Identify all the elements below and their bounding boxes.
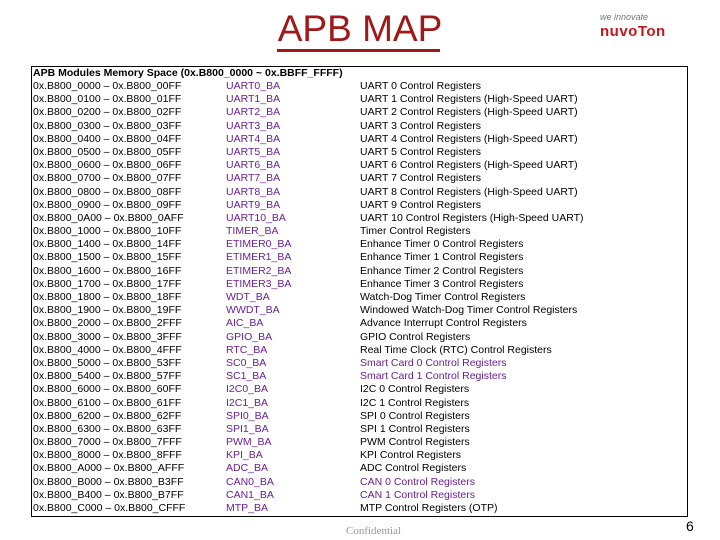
address-range: 0x.B800_0300 – 0x.B800_03FF (33, 119, 182, 132)
module-base-name: UART5_BA (226, 145, 281, 158)
address-range: 0x.B800_6000 – 0x.B800_60FF (33, 383, 182, 396)
register-description: CAN 0 Control Registers (360, 475, 475, 488)
table-row (32, 199, 687, 212)
register-description: I2C 0 Control Registers (360, 383, 470, 396)
table-row (32, 186, 687, 199)
table-row (32, 370, 687, 383)
table-row (32, 317, 687, 330)
address-range: 0x.B800_0500 – 0x.B800_05FF (33, 145, 182, 158)
register-description: UART 6 Control Registers (High-Speed UART) (360, 159, 578, 172)
module-base-name: UART2_BA (226, 106, 281, 119)
register-description: Windowed Watch-Dog Timer Control Registers (360, 304, 578, 317)
address-range: 0x.B800_0900 – 0x.B800_09FF (33, 198, 182, 211)
address-range: 0x.B800_4000 – 0x.B800_4FFF (33, 343, 182, 356)
module-base-name: UART8_BA (226, 185, 281, 198)
table-row (32, 502, 687, 515)
address-range: 0x.B800_8000 – 0x.B800_8FFF (33, 449, 182, 462)
table-row (32, 80, 687, 93)
table-row (32, 120, 687, 133)
module-base-name: ADC_BA (226, 462, 269, 475)
module-base-name: GPIO_BA (226, 330, 273, 343)
apb-map-table (31, 66, 688, 517)
address-range: 0x.B800_0200 – 0x.B800_02FF (33, 106, 182, 119)
register-description: Enhance Timer 0 Control Registers (360, 238, 524, 251)
table-rows (32, 80, 687, 515)
register-description: SPI 1 Control Registers (360, 422, 470, 435)
register-description: I2C 1 Control Registers (360, 396, 470, 409)
table-row (32, 291, 687, 304)
module-base-name: MTP_BA (226, 502, 269, 514)
table-row (32, 449, 687, 462)
address-range: 0x.B800_2000 – 0x.B800_2FFF (33, 317, 182, 330)
table-row (32, 238, 687, 251)
module-base-name: AIC_BA (226, 317, 264, 330)
table-row (32, 489, 687, 502)
address-range: 0x.B800_1700 – 0x.B800_17FF (33, 277, 182, 290)
address-range: 0x.B800_0400 – 0x.B800_04FF (33, 132, 182, 145)
register-description: Real Time Clock (RTC) Control Registers (360, 343, 552, 356)
table-row (32, 423, 687, 436)
module-base-name: SC0_BA (226, 356, 267, 369)
table-row (32, 476, 687, 489)
address-range: 0x.B800_C000 – 0x.B800_CFFF (33, 502, 186, 514)
module-base-name: RTC_BA (226, 343, 268, 356)
register-description: UART 9 Control Registers (360, 198, 481, 211)
address-range: 0x.B800_0000 – 0x.B800_00FF (33, 80, 182, 92)
register-description: Advance Interrupt Control Registers (360, 317, 527, 330)
table-row (32, 212, 687, 225)
register-description: PWM Control Registers (360, 436, 470, 449)
address-range: 0x.B800_1800 – 0x.B800_18FF (33, 291, 182, 303)
register-description: UART 5 Control Registers (360, 145, 481, 158)
table-row (32, 357, 687, 370)
module-base-name: UART0_BA (226, 80, 281, 92)
nuvoton-logo (600, 12, 700, 42)
module-base-name: UART7_BA (226, 172, 281, 185)
register-description: UART 3 Control Registers (360, 119, 481, 132)
address-range: 0x.B800_3000 – 0x.B800_3FFF (33, 330, 182, 343)
address-range: 0x.B800_6300 – 0x.B800_63FF (33, 422, 182, 435)
address-range: 0x.B800_1900 – 0x.B800_19FF (33, 304, 182, 317)
module-base-name: SPI0_BA (226, 409, 269, 422)
register-description: GPIO Control Registers (360, 330, 471, 343)
table-row (32, 251, 687, 264)
logo-wordmark: nuvoTon (600, 23, 666, 40)
module-base-name: ETIMER3_BA (226, 277, 292, 290)
address-range: 0x.B800_1600 – 0x.B800_16FF (33, 264, 182, 277)
module-base-name: CAN1_BA (226, 488, 274, 501)
module-base-name: WDT_BA (226, 291, 270, 303)
module-base-name: UART6_BA (226, 159, 281, 172)
module-base-name: SC1_BA (226, 370, 267, 383)
register-description: UART 10 Control Registers (High-Speed UART) (360, 211, 584, 224)
table-row (32, 436, 687, 449)
address-range: 0x.B800_5400 – 0x.B800_57FF (33, 370, 182, 383)
address-range: 0x.B800_B400 – 0x.B800_B7FF (33, 488, 184, 501)
table-row (32, 225, 687, 238)
register-description: ADC Control Registers (360, 462, 467, 475)
register-description: Watch-Dog Timer Control Registers (360, 291, 526, 303)
module-base-name: UART10_BA (226, 211, 286, 224)
module-base-name: TIMER_BA (226, 225, 279, 238)
address-range: 0x.B800_1500 – 0x.B800_15FF (33, 251, 182, 264)
confidential-label: Confidential (346, 525, 401, 537)
address-range: 0x.B800_0700 – 0x.B800_07FF (33, 172, 182, 185)
module-base-name: CAN0_BA (226, 475, 274, 488)
register-description: UART 2 Control Registers (High-Speed UART) (360, 106, 578, 119)
table-row (32, 304, 687, 317)
register-description: UART 7 Control Registers (360, 172, 481, 185)
address-range: 0x.B800_0A00 – 0x.B800_0AFF (33, 211, 184, 224)
table-row (32, 146, 687, 159)
register-description: Smart Card 1 Control Registers (360, 370, 507, 383)
register-description: Smart Card 0 Control Registers (360, 356, 507, 369)
register-description: Enhance Timer 1 Control Registers (360, 251, 524, 264)
register-description: UART 8 Control Registers (High-Speed UART) (360, 185, 578, 198)
module-base-name: PWM_BA (226, 436, 272, 449)
module-base-name: WWDT_BA (226, 304, 280, 317)
logo-tagline: we innovate (600, 12, 649, 22)
module-base-name: UART3_BA (226, 119, 281, 132)
module-base-name: I2C1_BA (226, 396, 269, 409)
address-range: 0x.B800_6200 – 0x.B800_62FF (33, 409, 182, 422)
module-base-name: I2C0_BA (226, 383, 269, 396)
table-heading: APB Modules Memory Space (0x.B800_0000 ~ 0x.BBFF_FFFF) (33, 67, 343, 79)
table-row (32, 159, 687, 172)
register-description: Enhance Timer 3 Control Registers (360, 277, 524, 290)
address-range: 0x.B800_1400 – 0x.B800_14FF (33, 238, 182, 251)
module-base-name: UART1_BA (226, 93, 281, 106)
module-base-name: SPI1_BA (226, 422, 269, 435)
table-row (32, 106, 687, 119)
register-description: CAN 1 Control Registers (360, 488, 475, 501)
address-range: 0x.B800_5000 – 0x.B800_53FF (33, 356, 182, 369)
address-range: 0x.B800_1000 – 0x.B800_10FF (33, 225, 182, 238)
module-base-name: ETIMER0_BA (226, 238, 292, 251)
table-row (32, 133, 687, 146)
address-range: 0x.B800_A000 – 0x.B800_AFFF (33, 462, 185, 475)
address-range: 0x.B800_0100 – 0x.B800_01FF (33, 93, 182, 106)
table-row (32, 278, 687, 291)
register-description: Timer Control Registers (360, 225, 471, 238)
register-description: SPI 0 Control Registers (360, 409, 470, 422)
table-row (32, 344, 687, 357)
address-range: 0x.B800_6100 – 0x.B800_61FF (33, 396, 182, 409)
register-description: KPI Control Registers (360, 449, 461, 462)
table-row (32, 265, 687, 278)
table-row (32, 172, 687, 185)
title-underline (277, 49, 440, 52)
register-description: Enhance Timer 2 Control Registers (360, 264, 524, 277)
table-row (32, 331, 687, 344)
register-description: MTP Control Registers (OTP) (360, 502, 498, 514)
register-description: UART 4 Control Registers (High-Speed UART) (360, 132, 578, 145)
module-base-name: KPI_BA (226, 449, 263, 462)
page-number: 6 (686, 518, 694, 534)
table-row (32, 383, 687, 396)
register-description: UART 1 Control Registers (High-Speed UART) (360, 93, 578, 106)
module-base-name: UART4_BA (226, 132, 281, 145)
table-row (32, 410, 687, 423)
module-base-name: UART9_BA (226, 198, 281, 211)
module-base-name: ETIMER1_BA (226, 251, 292, 264)
address-range: 0x.B800_0800 – 0x.B800_08FF (33, 185, 182, 198)
register-description: UART 0 Control Registers (360, 80, 481, 92)
address-range: 0x.B800_0600 – 0x.B800_06FF (33, 159, 182, 172)
address-range: 0x.B800_7000 – 0x.B800_7FFF (33, 436, 182, 449)
table-row (32, 93, 687, 106)
table-row (32, 397, 687, 410)
address-range: 0x.B800_B000 – 0x.B800_B3FF (33, 475, 184, 488)
page-title: APB MAP (277, 8, 443, 49)
module-base-name: ETIMER2_BA (226, 264, 292, 277)
table-row (32, 462, 687, 475)
